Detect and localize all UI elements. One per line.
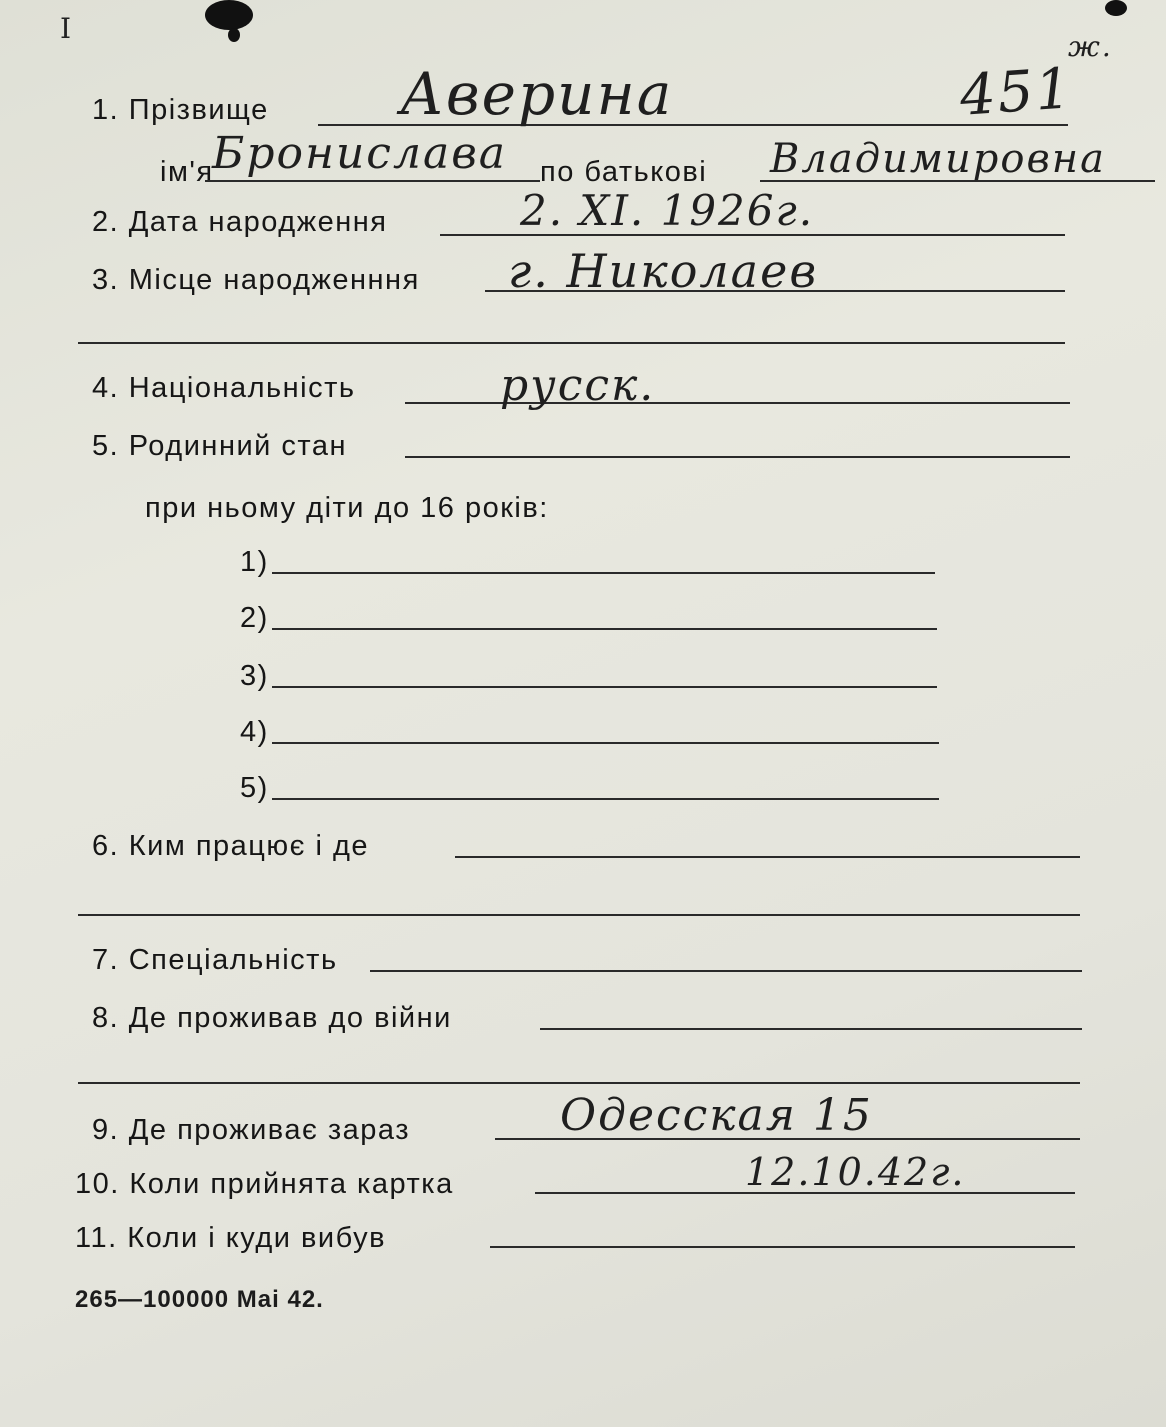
child-3-line [272,686,937,688]
prewar-label: 8. Де проживав до війни [92,1002,452,1034]
specialty-line [370,970,1082,972]
child-2-line [272,628,937,630]
card-date-value: 12.10.42г. [745,1150,966,1194]
ink-blot-small [228,28,240,42]
prewar-line-2 [78,1082,1080,1084]
birth-date-label: 2. Дата народження [92,206,388,238]
surname-value: Аверина [400,60,674,128]
current-address-value: Одесская 15 [560,1090,873,1141]
patronymic-value: Владимировна [770,136,1106,182]
print-code: 265—100000 Mai 42. [75,1286,324,1313]
first-name-label: ім'я [160,156,214,188]
birth-place-line-2 [78,342,1065,344]
departure-line [490,1246,1075,1248]
card-number: 451 [957,56,1076,129]
child-5-label: 5) [240,772,269,804]
surname-label: 1. Прізвище [92,94,269,126]
child-5-line [272,798,939,800]
card-number-suffix: ж. [1068,30,1113,63]
first-name-line [205,180,540,182]
child-1-label: 1) [240,546,269,578]
patronymic-label: по батькові [540,156,708,188]
work-line [455,856,1080,858]
nationality-value: русск. [500,360,656,411]
current-address-label: 9. Де проживає зараз [92,1114,411,1146]
ink-blot [205,0,253,30]
child-3-label: 3) [240,660,269,692]
child-2-label: 2) [240,602,269,634]
prewar-line [540,1028,1082,1030]
first-name-value: Бронислава [212,128,508,179]
card-date-label: 10. Коли прийнята картка [75,1168,454,1200]
specialty-label: 7. Спеціальність [92,944,338,976]
child-1-line [272,572,935,574]
child-4-line [272,742,939,744]
marital-line [405,456,1070,458]
work-label: 6. Ким працює і де [92,830,370,862]
birth-date-value: 2. XI. 1926г. [520,186,815,235]
child-4-label: 4) [240,716,269,748]
corner-mark: I [60,12,72,45]
nationality-label: 4. Національність [92,372,356,404]
birth-place-label: 3. Місце народженння [92,264,420,296]
work-line-2 [78,914,1080,916]
departure-label: 11. Коли і куди вибув [75,1222,386,1254]
birth-place-value: г. Николаев [508,244,819,298]
ink-blot-corner [1105,0,1127,16]
children-label: при ньому діти до 16 років: [145,492,549,524]
marital-label: 5. Родинний стан [92,430,348,462]
